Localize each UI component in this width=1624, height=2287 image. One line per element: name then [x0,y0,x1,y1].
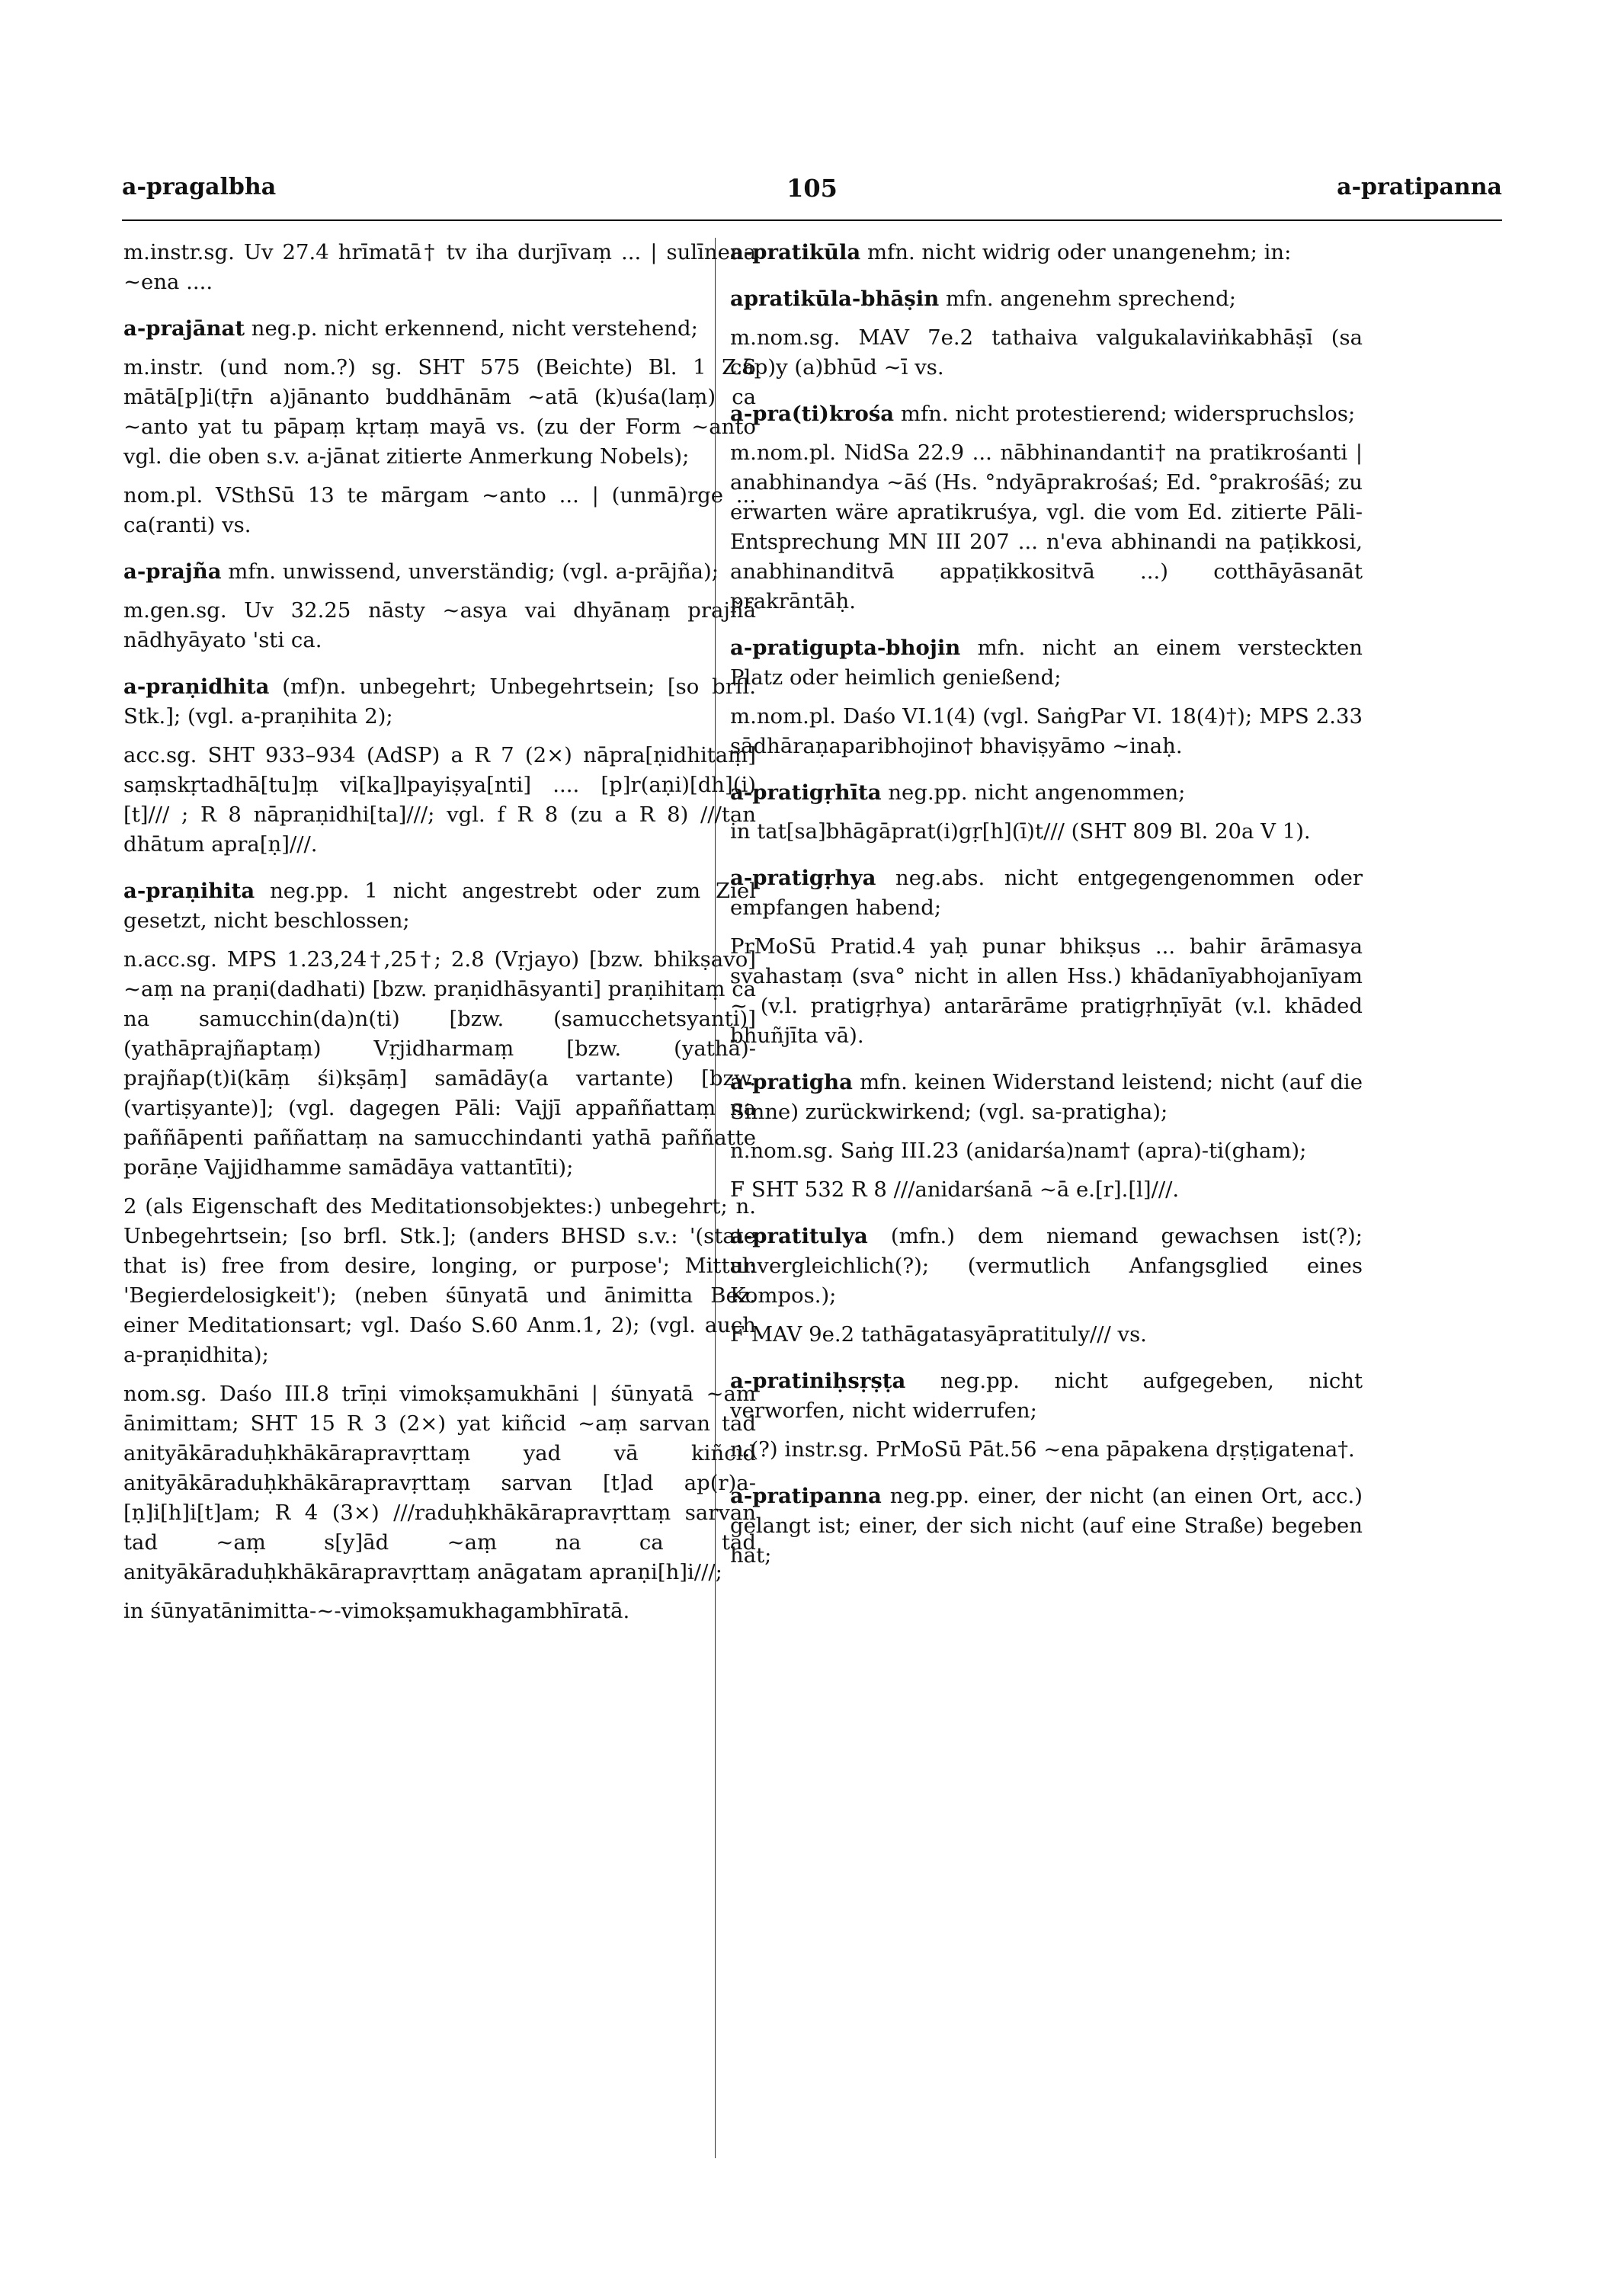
entry-definition: apratikūla-bhāṣin mfn. angenehm sprechend; [730,287,1236,311]
entry-citation: m.instr. (und nom.?) sg. SHT 575 (Beichte) Bl. 1 Z.6 mātā[p]i(tṝn a)jānanto buddhānām ~atā (k)uśa(laṃ) ca ~anto yat tu pāpaṃ kṛtaṃ mayā vs. (zu der Form ~anto vgl. die oben s.v. a-jānat zitierte Anmerkung Nobels); [123,355,756,469]
entry-lemma: a-pratiniḥsṛṣṭa [730,1369,906,1393]
entry-citation: F MAV 9e.2 tathāgatasyāpratituly/// vs. [730,1322,1147,1347]
entry-definition: a-praṇihita neg.pp. 1 nicht angestrebt oder zum Ziel gesetzt, nicht beschlossen; [123,879,756,933]
entry-citation: n.(?) instr.sg. PrMoSū Pāt.56 ~ena pāpakena dṛṣṭigatena†. [730,1437,1355,1462]
dictionary-entry [730,1222,1363,1350]
entry-definition: a-pratigṛhya neg.abs. nicht entgegengenommen oder empfangen habend; [730,866,1363,920]
entry-citation: n.nom.sg. Saṅg III.23 (anidarśa)nam† (apra)-ti(gham); [730,1139,1307,1163]
entry-citation: n.acc.sg. MPS 1.23,24†,25†; 2.8 (Vṛjayo) [bzw. bhikṣavo] ~aṃ na praṇi(dadhati) [bzw. praṇidhāsyanti] praṇihitaṃ ca na samucchin(da)n(ti) [bzw. (samucchetsyanti)] (yathāprajñaptaṃ) Vṛjidharmaṃ [bzw. (yathā)-prajñap(t)i(kāṃ śi)kṣāṃ] samādāy(a vartante) [bzw. (vartiṣyante)]; (vgl. dagegen Pāli: Vajjī appaññattaṃ na paññāpenti paññattaṃ na samucchindanti yathā paññatte porāṇe Vajjidhamme samādāya vattantīti); [123,947,756,1180]
entry-citation: PrMoSū Pratid.4 yaḥ punar bhikṣus ... bahir ārāmasya svahastaṃ (sva° nicht in allen Hss.) khādanīyabhojanīyam ~ (v.l. pratigṛhya) antarārāme pratigṛhṇīyāt (v.l. khāded bhuñjīta vā). [730,934,1363,1048]
entry-lemma: a-pratigṛhīta [730,780,882,805]
entry-definition: a-pratitulya (mfn.) dem niemand gewachsen ist(?); unvergleichlich(?); (vermutlich Anfangsglied eines Kompos.); [730,1224,1363,1308]
dictionary-entry [123,876,756,1626]
entry-lemma: a-pratikūla [730,240,861,264]
header-left-headword: a-pragalbha [122,174,277,200]
entry-lemma: a-pra(ti)krośa [730,402,895,426]
header-rule [122,219,1502,221]
right-column [730,238,1363,1580]
dictionary-entry [730,1068,1363,1205]
entry-lemma: a-prajña [123,559,222,584]
entry-definition: a-pratigha mfn. keinen Widerstand leistend; nicht (auf die Sinne) zurückwirkend; (vgl. sa-pratigha); [730,1070,1363,1124]
dictionary-entry [730,778,1363,847]
entry-definition: a-praṇidhita (mf)n. unbegehrt; Unbegehrtsein; [so brfl. Stk.]; (vgl. a-praṇihita 2); [123,674,756,729]
entry-citation: nom.sg. Daśo III.8 trīṇi vimokṣamukhāni | śūnyatā ~am ānimittam; SHT 15 R 3 (2×) yat kiñcid ~aṃ sarvan tad anityākāraduḥkhākārapravṛttaṃ yad vā kiñcid anityākāraduḥkhākārapravṛttaṃ sarvan [t]ad ap(r)a-[ṇ]i[h]i[t]am; R 4 (3×) ///raduḥkhākārapravṛttaṃ sarvan tad ~aṃ s[y]ād ~aṃ na ca tad anityākāraduḥkhākārapravṛttaṃ anāgatam apraṇi[h]i///; [123,1382,756,1584]
left-column [123,238,756,1635]
entry-definition: a-pratikūla mfn. nicht widrig oder unangenehm; in: [730,240,1292,264]
dictionary-entry [730,238,1363,267]
entry-definition: a-pratigupta-bhojin mfn. nicht an einem versteckten Platz oder heimlich genießend; [730,636,1363,690]
entry-lemma: a-pratitulya [730,1224,868,1248]
entry-lemma: a-prajānat [123,316,245,341]
dictionary-entry [730,1366,1363,1465]
entry-lemma: a-pratigṛhya [730,866,876,890]
dictionary-entry [123,314,756,540]
entry-definition: a-pratipanna neg.pp. einer, der nicht (an einen Ort, acc.) gelangt ist; einer, der sich nicht (auf eine Straße) begeben hat; [730,1484,1363,1568]
entry-definition: a-prajānat neg.p. nicht erkennend, nicht verstehend; [123,316,698,341]
entry-lemma: a-praṇidhita [123,674,270,699]
entry-definition: m.instr.sg. Uv 27.4 hrīmatā† tv iha durjīvaṃ ... | sulīnena ~ena .... [123,240,756,294]
entry-citation: acc.sg. SHT 933–934 (AdSP) a R 7 (2×) nāpra[ṇidhitaṃ] saṃskṛtadhā[tu]ṃ vi[ka]lpayiṣya[nti] .... [p]r(aṇi)[dh](i)[t]/// ; R 8 nāpraṇidhi[ta]///; vgl. f R 8 (zu a R 8) ///tan dhātum apra[ṇ]///. [123,743,756,857]
dictionary-entry [123,557,756,655]
entry-lemma: a-pratigha [730,1070,853,1094]
entry-definition: a-pratigṛhīta neg.pp. nicht angenommen; [730,780,1186,805]
dictionary-entry [730,1481,1363,1571]
page-number: 105 [786,174,838,203]
entry-lemma: apratikūla-bhāṣin [730,287,940,311]
entry-lemma: a-pratigupta-bhojin [730,636,961,660]
header-right-headword: a-pratipanna [1337,174,1502,200]
dictionary-entry [123,672,756,860]
entry-citation: m.nom.pl. NidSa 22.9 ... nābhinandanti† na pratikrośanti | anabhinandya ~āś (Hs. °ndyāprakrośaś; Ed. °prakrośāś; zu erwarten wäre apratikruśya, vgl. die vom Ed. zitierte Pāli-Entsprechung MN III 207 ... n'eva abhinandi na paṭikkosi, anabhinanditvā appaṭikkositvā ...) cotthāyāsanāt prakrāntāḥ. [730,440,1363,613]
entry-citation: nom.pl. VSthSū 13 te mārgam ~anto ... | (unmā)rge ... ca(ranti) vs. [123,483,756,537]
entry-citation: m.nom.pl. Daśo VI.1(4) (vgl. SaṅgPar VI. 18(4)†); MPS 2.33 sādhāraṇaparibhojino† bhaviṣyāmo ~inaḥ. [730,704,1363,758]
dictionary-entry [730,633,1363,761]
entry-definition: a-pra(ti)krośa mfn. nicht protestierend; widerspruchslos; [730,402,1356,426]
dictionary-entry [123,238,756,297]
dictionary-entry [730,863,1363,1051]
entry-citation: m.nom.sg. MAV 7e.2 tathaiva valgukalaviṅkabhāṣī (sa cāp)y (a)bhūd ~ī vs. [730,325,1363,380]
entry-definition: a-pratiniḥsṛṣṭa neg.pp. nicht aufgegeben, nicht verworfen, nicht widerrufen; [730,1369,1363,1423]
entry-citation: in śūnyatānimitta-~-vimokṣamukhagambhīratā. [123,1599,630,1623]
page-header [122,174,1502,219]
dictionary-entry [730,399,1363,617]
entry-citation: m.gen.sg. Uv 32.25 nāsty ~asya vai dhyānaṃ prajñā nādhyāyato 'sti ca. [123,598,756,652]
entry-citation: in tat[sa]bhāgāprat(i)gṛ[h](ī)t/// (SHT 809 Bl. 20a V 1). [730,819,1311,844]
dictionary-entry [730,284,1363,383]
entry-definition: a-prajña mfn. unwissend, unverständig; (vgl. a-prājña); [123,559,719,584]
entry-lemma: a-pratipanna [730,1484,882,1508]
entry-citation: 2 (als Eigenschaft des Meditationsobjektes:) unbegehrt; n. Unbegehrtsein; [so brfl. Stk.]; (anders BHSD s.v.: '(state that is) free from desire, longing, or purpose'; Mittal: 'Begierdelosigkeit'); (neben śūnyatā und ānimitta Bez. einer Meditationsart; vgl. Daśo S.60 Anm.1, 2); (vgl. auch a-praṇidhita); [123,1194,756,1367]
entry-citation: F SHT 532 R 8 ///anidarśanā ~ā e.[r].[l]///. [730,1177,1180,1202]
entry-lemma: a-praṇihita [123,879,255,903]
